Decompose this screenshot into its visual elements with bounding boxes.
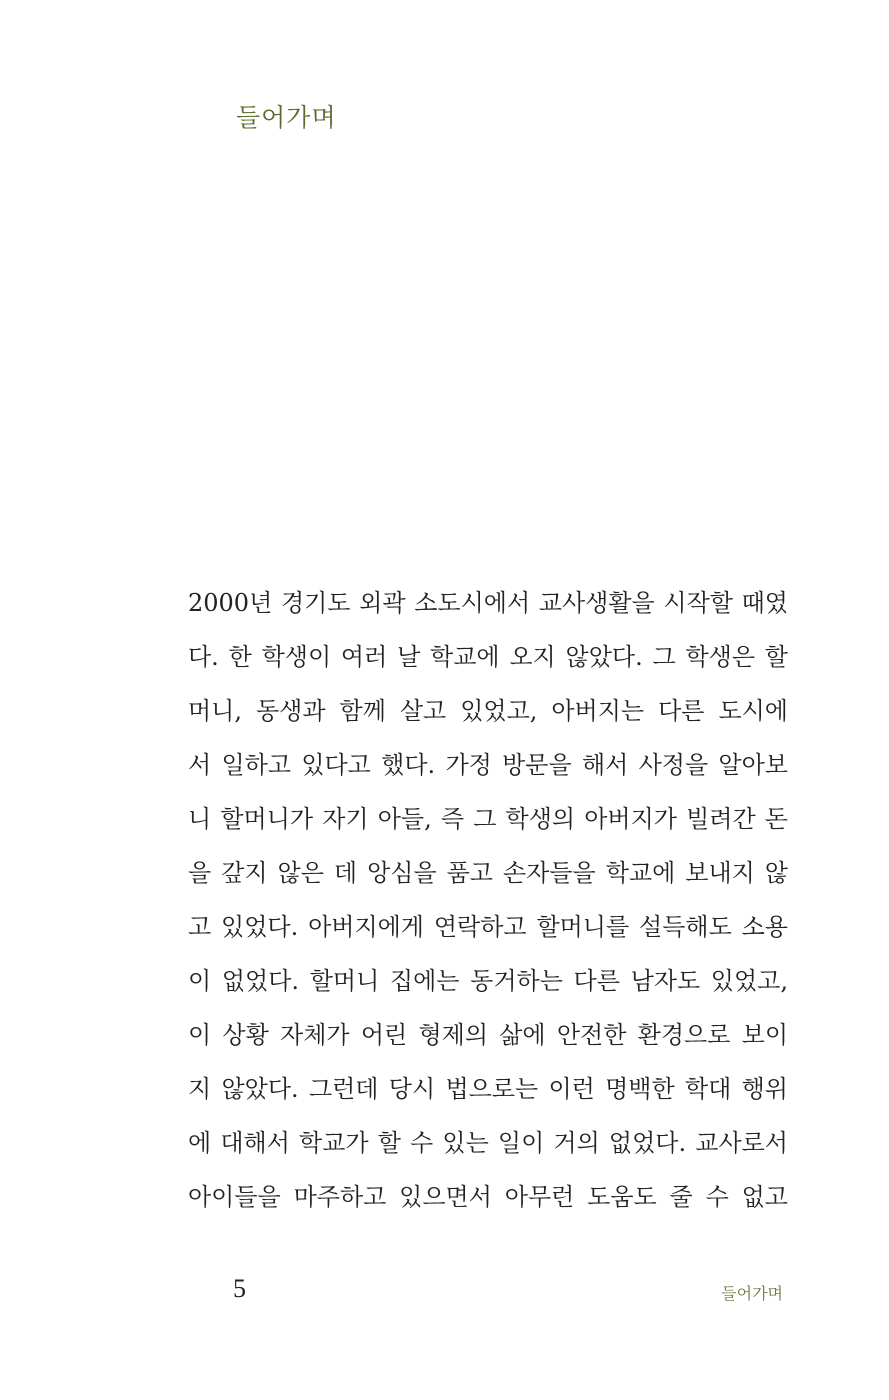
text-line: 지 않았다. 그런데 당시 법으로는 이런 명백한 학대 행위 (188, 1075, 788, 1103)
page-number: 5 (233, 1274, 246, 1303)
text-line: 이 없었다. 할머니 집에는 동거하는 다른 남자도 있었고, (188, 967, 788, 995)
running-title: 들어가며 (721, 1284, 783, 1303)
text-line: 머니, 동생과 함께 살고 있었고, 아버지는 다른 도시에 (188, 697, 788, 725)
text-line: 을 갚지 않은 데 앙심을 품고 손자들을 학교에 보내지 않 (188, 859, 788, 887)
text-line: 니 할머니가 자기 아들, 즉 그 학생의 아버지가 빌려간 돈 (188, 805, 788, 833)
text-line: 2000년 경기도 외곽 소도시에서 교사생활을 시작할 때였 (188, 589, 788, 617)
text-line: 다. 한 학생이 여러 날 학교에 오지 않았다. 그 학생은 할 (188, 643, 788, 671)
chapter-title: 들어가며 (236, 103, 337, 132)
text-line: 에 대해서 학교가 할 수 있는 일이 거의 없었다. 교사로서 (188, 1129, 788, 1157)
text-line: 서 일하고 있다고 했다. 가정 방문을 해서 사정을 알아보 (188, 751, 788, 779)
text-line: 고 있었다. 아버지에게 연락하고 할머니를 설득해도 소용 (188, 913, 788, 941)
text-line: 이 상황 자체가 어린 형제의 삶에 안전한 환경으로 보이 (188, 1021, 788, 1049)
text-line: 아이들을 마주하고 있으면서 아무런 도움도 줄 수 없고 (188, 1183, 788, 1211)
body-paragraph (188, 576, 788, 1224)
